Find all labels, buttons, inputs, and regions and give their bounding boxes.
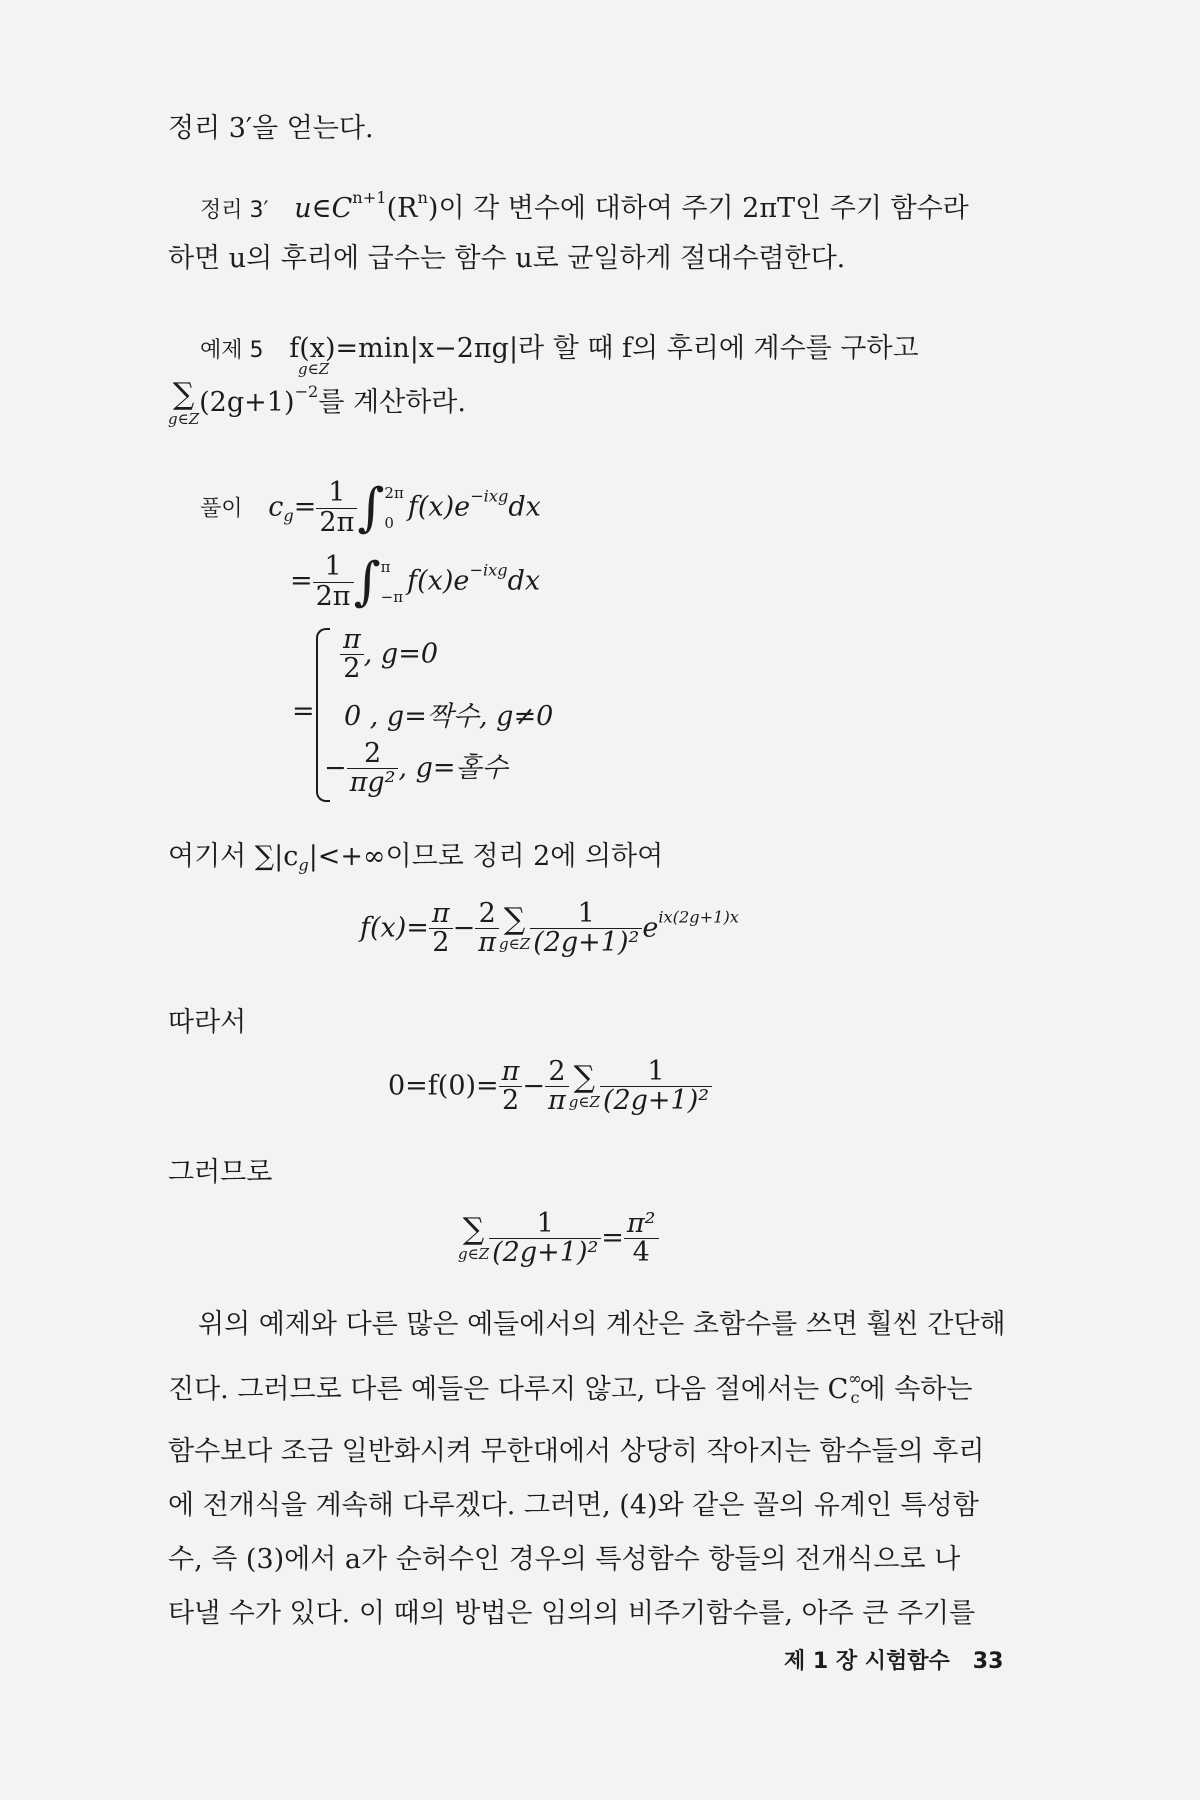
solution-line-2: = $\frac{1}{2\pi}$ ∫ π −π $f(x)e^{-ixg}dx$ [290, 551, 541, 612]
case-3: − $\frac{2}{\text{πg²}}$ , g=홀수 [324, 738, 508, 799]
paragraph-line: 함수보다 조금 일반화시켜 무한대에서 상당히 작아지는 함수들의 후리 [168, 1436, 985, 1468]
closing-paragraph [168, 1298, 1048, 1641]
intro-line: 정리 3′을 얻는다. [168, 113, 374, 144]
theorem-label: 정리 3′ [200, 198, 269, 223]
theorem-line-2: 하면 u의 후리에 급수는 함수 u로 균일하게 절대수렴한다. [168, 243, 846, 274]
final-sum: ∑ g∈Z $\frac{1}{\text{(2g+1)²}}$ = $\frac{\text{π²}}{4}$ [458, 1210, 659, 1268]
min-subscript: g∈Z [298, 360, 330, 378]
since-line: 여기서 $\sum|c_g|<+\infty$이므로 정리 2에 의하여 [168, 841, 664, 875]
solution-line-1: 풀이 $c_g=$ $\frac{1}{2\pi}$ ∫ 2π 0 $f(x)e^{-ixg}dx$ [200, 477, 541, 538]
example-line-1: 예제 5 f(x)=min|x−2πg|라 할 때 f의 후리에 계수를 구하고 [200, 333, 919, 364]
paragraph-line: 위의 예제와 다른 많은 예들에서의 계산은 초함수를 쓰면 훨씬 간단해 [198, 1309, 1006, 1340]
example-line-2: ∑ g∈Z $(2g+1)^{-2}$를 계산하라. [168, 377, 466, 428]
case-2: 0 , g=짝수, g≠0 [344, 701, 554, 732]
cases-equals: = [292, 696, 315, 727]
hence-line: 그러므로 [168, 1157, 273, 1188]
case-1: $\frac{\pi}{2}$ , g=0 [340, 626, 438, 684]
chapter-title: 제 1 장 시험함수 [784, 1649, 950, 1674]
therefore-line: 따라서 [168, 1007, 247, 1038]
running-footer [784, 1644, 1003, 1675]
f0-series: 0=f(0)= $\frac{\pi}{2}$ − $\frac{2}{\pi}$ ∑ g∈Z $\frac{1}{\text{(2g+1)²}}$ [388, 1058, 712, 1116]
paragraph-line: 진다. 그러므로 다른 예들은 다루지 않고, 다음 절에서는 $C^\infty_c$에 속하는 [168, 1369, 973, 1408]
theorem-line-1: 정리 3′ $u\in C^{n+1}(R^n)$이 각 변수에 대하여 주기 2πT인 주기 함수라 [200, 188, 969, 224]
page-number: 33 [972, 1649, 1004, 1674]
example-label: 예제 5 [200, 338, 264, 363]
solution-label: 풀이 [200, 496, 243, 522]
paragraph-line: 에 전개식을 계속해 다루겠다. 그러면, (4)와 같은 꼴의 유계인 특성함 [168, 1490, 979, 1522]
paragraph-line: 수, 즉 (3)에서 a가 순허수인 경우의 특성함수 항들의 전개식으로 나 [168, 1544, 961, 1576]
paragraph-line: 타낼 수가 있다. 이 때의 방법은 임의의 비주기함수를, 아주 큰 주기를 [168, 1598, 976, 1630]
fx-series: f(x)= $\frac{\pi}{2}$ − $\frac{2}{\pi}$ ∑ g∈Z $\frac{1}{\text{(2g+1)²}}$ $e^{ix(2g+1)x}$ [360, 898, 739, 959]
